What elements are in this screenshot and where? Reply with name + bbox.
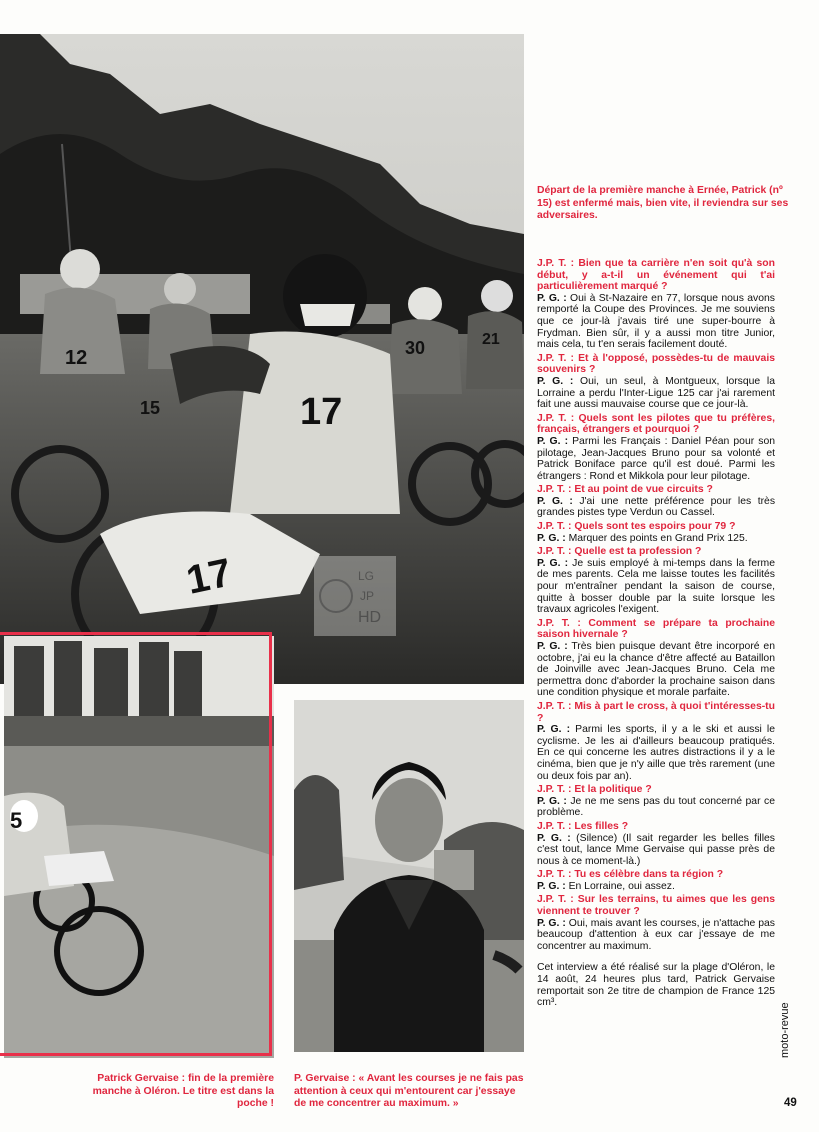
answer: P. G. : (Silence) (Il sait regarder les belles filles c'est tout, lance Mme Gervaise qui passe près de nous à ce moment-là.) — [537, 832, 775, 867]
answer: P. G. : Oui, un seul, à Montgueux, lorsque la Lorraine a perdu l'Inter-Ligue 125 car j'ai rarement fait une aussi mauvaise course que ce jour-là. — [537, 375, 775, 411]
question: J.P. T. : Mis à part le cross, à quoi t'intéresses-tu ? — [537, 700, 775, 724]
answer: P. G. : Parmi les Français : Daniel Péan pour son pilotage, Jean-Jacques Bruno pour sa volonté et Patrick Boniface parce qu'il est doué. Parmi les étrangers : Rond et Mikkola pour leur pilotage. — [537, 435, 775, 482]
start-race-photo — [0, 34, 524, 684]
question: J.P. T. : Et à l'opposé, possèdes-tu de mauvais souvenirs ? — [537, 352, 775, 376]
portrait-photo-image — [294, 700, 524, 1052]
answer: P. G. : Je ne me sens pas du tout concerné par ce problème. — [537, 795, 775, 819]
main-photo-caption: Départ de la première manche à Ernée, Patrick (nº 15) est enfermé mais, bien vite, il reviendra sur ses adversaires. — [537, 185, 789, 222]
rider-number-back-2: 21 — [482, 331, 500, 348]
question: J.P. T. : Sur les terrains, tu aimes que les gens viennent te trouver ? — [537, 894, 775, 918]
question: J.P. T. : Quels sont les pilotes que tu préfères, français, étrangers et pourquoi ? — [537, 412, 775, 436]
question: J.P. T. : Bien que ta carrière n'en soit qu'à son début, y a-t-il un événement qui t'ai particulièrement marqué ? — [537, 258, 775, 293]
svg-text:HD: HD — [358, 609, 382, 626]
answer: P. G. : Oui, mais avant les courses, je n'attache pas beaucoup d'attention à eux car j'essaye de me concentrer au maximum. — [537, 917, 775, 952]
oleron-finish-photo — [4, 636, 274, 1058]
answer: P. G. : Marquer des points en Grand Prix 125. — [537, 532, 748, 544]
front-plate-number: 17 — [182, 550, 236, 603]
rider-number-main: 17 — [300, 391, 343, 433]
magazine-name: moto-revue — [779, 1002, 791, 1058]
answer: P. G. : Parmi les sports, il y a le ski et aussi le cyclisme. Je les ai d'ailleurs beaucoup pratiqués. En ce qui concerne les autres distractions il y a le cinéma, bien que je n'y aille que très rarement (une ou deux fois par an). — [537, 724, 775, 782]
answer: P. G. : En Lorraine, oui assez. — [537, 880, 675, 892]
answer: P. G. : Je suis employé à mi-temps dans la ferme de mes parents. Cela me laisse toutes les facilités pour m'entraîner pendant la saison de course, quitte à bosser double par la suite lorsque les travaux agricoles l'exigent. — [537, 557, 775, 616]
svg-text:LG: LG — [358, 569, 375, 583]
question: J.P. T. : Et la politique ? — [537, 784, 652, 796]
portrait-photo — [294, 700, 524, 1052]
oleron-finish-photo-image — [4, 636, 274, 1058]
question: J.P. T. : Comment se prépare ta prochaine saison hivernale ? — [537, 617, 775, 641]
answer: P. G. : J'ai une nette préférence pour les très grandes pistes type Verdun ou Cassel. — [537, 495, 776, 519]
question: J.P. T. : Et au point de vue circuits ? — [537, 484, 713, 496]
rider-number-center: 15 — [140, 398, 161, 418]
question: J.P. T. : Quels sont tes espoirs pour 79 ? — [537, 521, 736, 533]
side-rider-number: 5 — [10, 808, 23, 833]
interview-article — [537, 258, 775, 1011]
watermark-logo — [314, 556, 396, 636]
rider-number-left: 12 — [65, 347, 88, 369]
question: J.P. T. : Tu es célèbre dans ta région ? — [537, 869, 724, 881]
closing-paragraph: Cet interview a été réalisé sur la plage d'Oléron, le 14 août, 24 heures plus tard, Patrick Gervaise remportait son 2e titre de champion de France 125 cm³. — [537, 962, 775, 1009]
answer: P. G. : Oui à St-Nazaire en 77, lorsque nous avons remporté la Coupe des Provinces. Je me souviens que ce jour-là j'avais tiré une super-bourre à Frydman. Bien sûr, il y a aussi mon titre Junior, mais cela, tu t'en serais facilement douté. — [537, 292, 775, 351]
page-number: 49 — [784, 1097, 797, 1109]
right-photo-caption: P. Gervaise : « Avant les courses je ne fais pas attention à ceux qui m'entourent car j'essaye de me concentrer au maximum. » — [294, 1073, 524, 1110]
answer: P. G. : Très bien puisque devant être incorporé en octobre, j'ai eu la chance d'être affecté au Bataillon de Joinville avec Jean-Jacques Bruno. Cela me permettra donc d'aborder la prochaine saison dans une condition physique et morale parfaite. — [537, 641, 775, 699]
svg-text:JP: JP — [360, 589, 375, 603]
rider-number-back-1: 30 — [405, 338, 426, 358]
start-race-photo-image — [0, 34, 524, 684]
left-photo-caption: Patrick Gervaise : fin de la première manche à Oléron. Le titre est dans la poche ! — [92, 1073, 274, 1110]
question: J.P. T. : Quelle est ta profession ? — [537, 546, 702, 558]
question: J.P. T. : Les filles ? — [537, 820, 629, 832]
